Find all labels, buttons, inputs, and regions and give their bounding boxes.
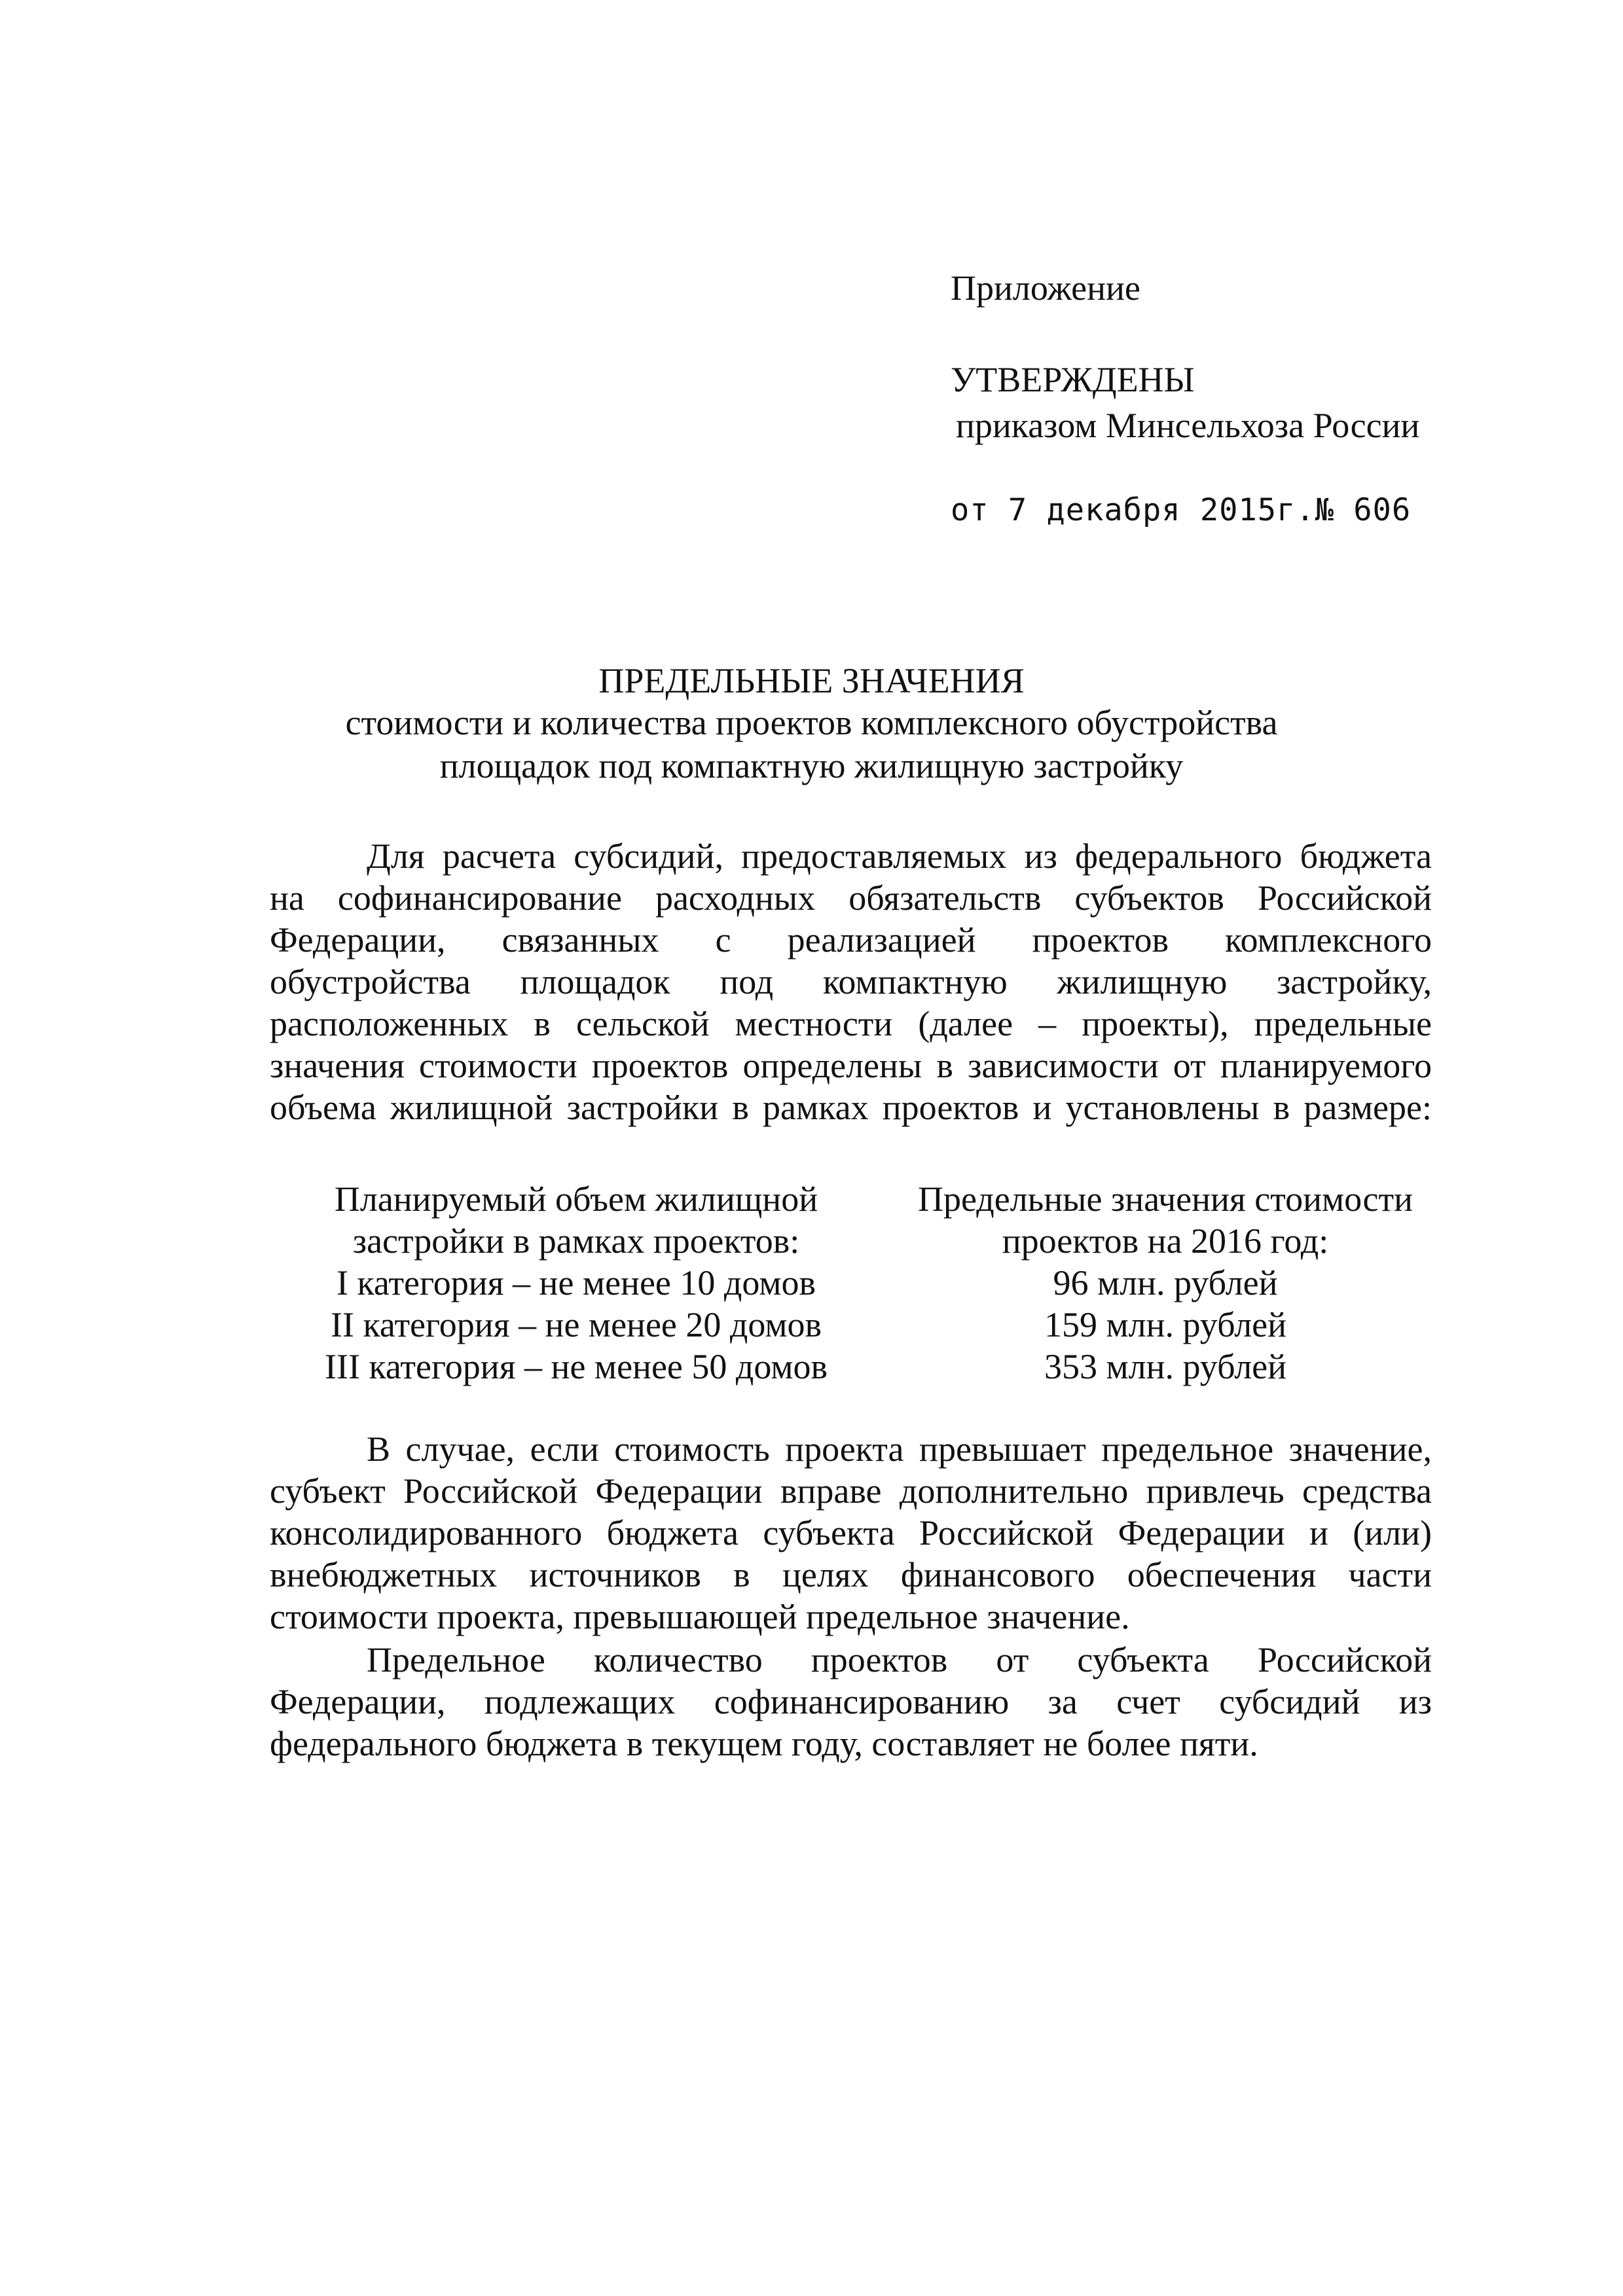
paragraph-line: объема жилищной застройки в рамках проектов и установлены в размере:	[270, 1088, 1432, 1127]
approved-label: УТВЕРЖДЕНЫ	[951, 360, 1195, 399]
paragraph-line: Для расчета субсидий, предоставляемых из федерального бюджета	[367, 836, 1432, 876]
order-date: от 7 декабря 2015г.№ 606	[951, 492, 1412, 528]
paragraph-line: Предельное количество проектов от субъекта Российской	[367, 1640, 1432, 1679]
paragraph-line: субъект Российской Федерации вправе дополнительно привлечь средства	[270, 1471, 1432, 1511]
table-cell-category: II категория – не менее 20 домов	[330, 1305, 822, 1344]
appendix-label: Приложение	[951, 268, 1140, 308]
paragraph-line: значения стоимости проектов определены в зависимости от планируемого	[270, 1046, 1432, 1085]
paragraph-subsidy-calculation	[270, 835, 1432, 1128]
paragraph-line: Федерации, подлежащих софинансированию за счет субсидий из	[270, 1682, 1432, 1721]
paragraph-line: расположенных в сельской местности (далее – проекты), предельные	[270, 1004, 1432, 1043]
paragraph-line: федерального бюджета в текущем году, составляет не более пяти.	[270, 1724, 1258, 1763]
paragraph-project-limit	[270, 1639, 1432, 1765]
table-header-value-line-2: проектов на 2016 год:	[1002, 1221, 1329, 1261]
table-column-value	[877, 1178, 1453, 1388]
table-column-category	[282, 1178, 871, 1388]
table-cell-value: 96 млн. рублей	[1053, 1263, 1278, 1302]
paragraph-line: В случае, если стоимость проекта превышает предельное значение,	[367, 1429, 1432, 1469]
document-subtitle-line-2: площадок под компактную жилищную застройку	[439, 746, 1184, 785]
paragraph-line: стоимости проекта, превышающей предельное значение.	[270, 1597, 1130, 1636]
document-title: ПРЕДЕЛЬНЫЕ ЗНАЧЕНИЯ	[598, 661, 1025, 700]
table-cell-value: 159 млн. рублей	[1044, 1305, 1287, 1344]
table-header-category-line-2: застройки в рамках проектов:	[352, 1221, 800, 1261]
document-subtitle-line-1: стоимости и количества проектов комплексного обустройства	[345, 703, 1278, 742]
paragraph-line: на софинансирование расходных обязательств субъектов Российской	[270, 878, 1432, 918]
order-issuer: приказом Минсельхоза России	[956, 406, 1420, 445]
table-header-value-line-1: Предельные значения стоимости	[918, 1179, 1413, 1219]
table-cell-value: 353 млн. рублей	[1044, 1347, 1287, 1386]
paragraph-line: консолидированного бюджета субъекта Российской Федерации и (или)	[270, 1513, 1432, 1552]
table-cell-category: III категория – не менее 50 домов	[325, 1347, 828, 1386]
paragraph-cost-excess	[270, 1428, 1432, 1638]
paragraph-line: Федерации, связанных с реализацией проектов комплексного	[270, 920, 1432, 960]
paragraph-line: обустройства площадок под компактную жилищную застройку,	[270, 962, 1432, 1001]
table-header-category-line-1: Планируемый объем жилищной	[334, 1179, 818, 1219]
paragraph-line: внебюджетных источников в целях финансового обеспечения части	[270, 1555, 1432, 1594]
table-cell-category: I категория – не менее 10 домов	[336, 1263, 816, 1302]
